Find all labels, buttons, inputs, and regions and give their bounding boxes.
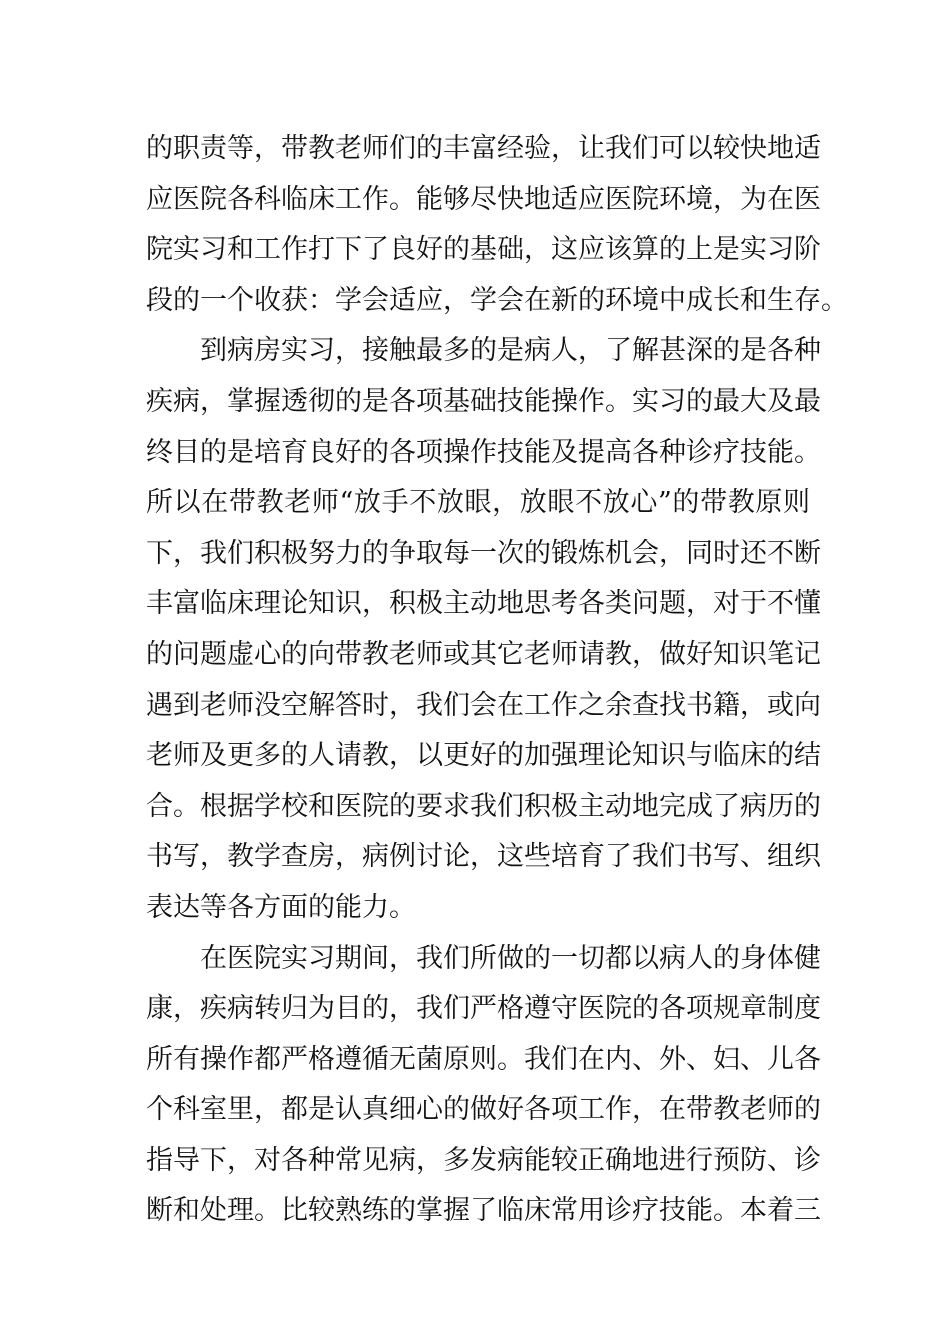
text-line: 老师及更多的人请教，以更好的加强理论知识与临床的结 [146,740,821,772]
text-line: 应医院各科临床工作。能够尽快地适应医院环境，为在医 [146,183,821,215]
text-line: 终目的是培育良好的各项操作技能及提高各种诊疗技能。 [146,436,821,468]
document-body [146,124,848,1237]
text-line: 的问题虚心的向带教老师或其它老师请教，做好知识笔记 [146,638,821,670]
text-line: 丰富临床理论知识，积极主动地思考各类问题，对于不懂 [146,588,821,620]
text-line: 所有操作都严格遵循无菌原则。我们在内、外、妇、儿各 [146,1043,821,1075]
text-line: 断和处理。比较熟练的掌握了临床常用诊疗技能。本着三 [146,1195,821,1227]
text-line: 书写，教学查房，病例讨论，这些培育了我们书写、组织 [146,841,821,873]
text-line: 的职责等，带教老师们的丰富经验，让我们可以较快地适 [146,133,821,164]
text-line: 所以在带教老师“放手不放眼，放眼不放心”的带教原则 [146,487,810,519]
text-line: 康，疾病转归为目的，我们严格遵守医院的各项规章制度 [146,993,821,1025]
text-line: 疾病，掌握透彻的是各项基础技能操作。实习的最大及最 [146,385,821,417]
paragraph-last-line: 表达等各方面的能力。 [146,891,416,923]
text-line: 指导下，对各种常见病，多发病能较正确地进行预防、诊 [146,1144,821,1176]
text-line: 个科室里，都是认真细心的做好各项工作，在带教老师的 [146,1094,821,1126]
text-line: 下，我们积极努力的争取每一次的锻炼机会，同时还不断 [146,537,821,569]
paragraph-first-line: 到病房实习，接触最多的是病人，了解甚深的是各种 [200,335,821,367]
text-line: 段的一个收获：学会适应，学会在新的环境中成长和生存。 [146,284,848,316]
text-line: 遇到老师没空解答时，我们会在工作之余查找书籍，或向 [146,689,821,721]
text-line: 院实习和工作打下了良好的基础，这应该算的上是实习阶 [146,234,821,266]
text-line: 合。根据学校和医院的要求我们积极主动地完成了病历的 [146,790,821,822]
paragraph-first-line: 在医院实习期间，我们所做的一切都以病人的身体健 [200,942,821,974]
